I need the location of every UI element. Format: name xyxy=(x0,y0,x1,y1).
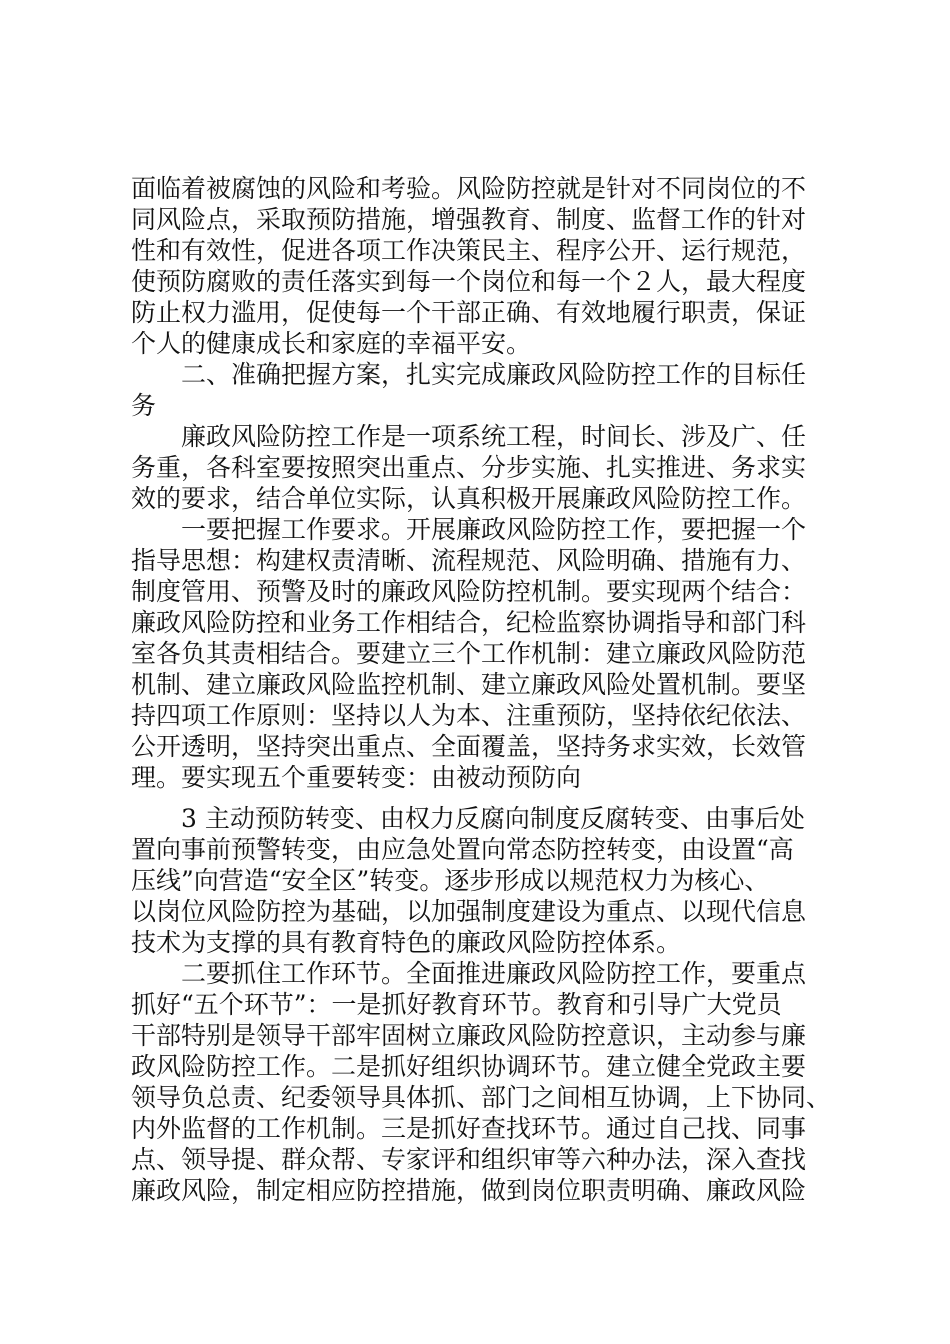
text-line: 面临着被腐蚀的风险和考验。风险防控就是针对不同岗位的不 xyxy=(131,174,807,203)
paragraph-3 xyxy=(131,514,831,793)
paragraph-4 xyxy=(131,803,831,958)
text-line: 抓好“五个环节”：一是抓好教育环节。教育和引导广大党员 xyxy=(131,990,782,1019)
text-line: 政风险防控工作。二是抓好组织协调环节。建立健全党政主要 xyxy=(131,1052,807,1081)
text-line: 点、领导提、群众帮、专家评和组织审等六种办法，深入查找 xyxy=(131,1145,807,1174)
text-line: 个人的健康成长和家庭的幸福平安。 xyxy=(131,329,532,358)
document-page xyxy=(131,173,831,1206)
text-line: 3 主动预防转变、由权力反腐向制度反腐转变、由事后处 xyxy=(181,804,805,833)
text-line: 机制、建立廉政风险监控机制、建立廉政风险处置机制。要坚 xyxy=(131,670,807,699)
text-line: 置向事前预警转变，由应急处置向常态防控转变，由设置“高 xyxy=(131,835,794,864)
paragraph-1 xyxy=(131,173,831,359)
text-line: 公开透明，坚持突出重点、全面覆盖，坚持务求实效，长效管 xyxy=(131,732,807,761)
text-line: 廉政风险，制定相应防控措施，做到岗位职责明确、廉政风险 xyxy=(131,1176,807,1205)
text-line: 使预防腐败的责任落实到每一个岗位和每一个２人，最大程度 xyxy=(131,267,807,296)
text-line: 干部特别是领导干部牢固树立廉政风险防控意识，主动参与廉 xyxy=(131,1021,807,1050)
text-line: 效的要求，结合单位实际，认真积极开展廉政风险防控工作。 xyxy=(131,484,807,513)
text-line: 务重，各科室要按照突出重点、分步实施、扎实推进、务求实 xyxy=(131,453,807,482)
text-line: 以岗位风险防控为基础，以加强制度建设为重点、以现代信息 xyxy=(131,897,807,926)
text-line: 廉政风险防控和业务工作相结合，纪检监察协调指导和部门科 xyxy=(131,608,807,637)
text-line: 技术为支撑的具有教育特色的廉政风险防控体系。 xyxy=(131,928,682,957)
text-line: 二要抓住工作环节。全面推进廉政风险防控工作，要重点 xyxy=(181,959,807,988)
text-line: 防止权力滥用，促使每一个干部正确、有效地履行职责，保证 xyxy=(131,298,807,327)
text-line: 内外监督的工作机制。三是抓好查找环节。通过自己找、同事 xyxy=(131,1114,807,1143)
text-line: 一要把握工作要求。开展廉政风险防控工作，要把握一个 xyxy=(181,515,807,544)
text-line: 持四项工作原则：坚持以人为本、注重预防，坚持依纪依法、 xyxy=(131,701,807,730)
section-heading-2 xyxy=(131,359,831,421)
paragraph-5 xyxy=(131,958,831,1206)
heading-line: 务 xyxy=(131,391,157,420)
text-line: 室各负其责相结合。要建立三个工作机制：建立廉政风险防范 xyxy=(131,639,807,668)
text-line: 同风险点，采取预防措施，增强教育、制度、监督工作的针对 xyxy=(131,205,807,234)
text-line: 领导负总责、纪委领导具体抓、部门之间相互协调，上下协同、 xyxy=(131,1083,832,1112)
heading-line: 二、准确把握方案，扎实完成廉政风险防控工作的目标任 xyxy=(181,360,807,389)
text-line: 指导思想：构建权责清晰、流程规范、风险明确、措施有力、 xyxy=(131,546,807,575)
text-line: 廉政风险防控工作是一项系统工程，时间长、涉及广、任 xyxy=(181,422,807,451)
text-line: 性和有效性，促进各项工作决策民主、程序公开、运行规范， xyxy=(131,236,807,265)
text-line: 制度管用、预警及时的廉政风险防控机制。要实现两个结合： xyxy=(131,577,807,606)
paragraph-2 xyxy=(131,421,831,514)
text-line: 压线”向营造“安全区”转变。逐步形成以规范权力为核心、 xyxy=(131,866,770,895)
text-line: 理。要实现五个重要转变：由被动预防向 xyxy=(131,763,582,792)
paragraph-gap xyxy=(131,793,831,803)
